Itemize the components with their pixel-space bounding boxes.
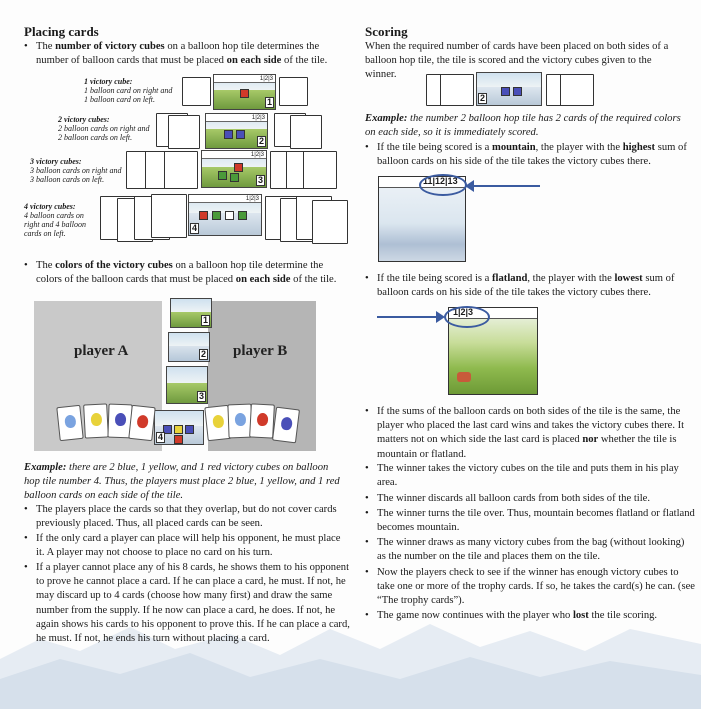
white-cube — [225, 211, 234, 220]
balloon-card-yellow — [83, 403, 109, 438]
bullet-cannot-place: • If a player cannot place any of his 8 cards, he shows them to his opponent to prove he cannot place a card. If he can place a card, he must. If not, he may discard up to 4 cards (choose how many first) and draw the same number from the supply. If he now can place a card, he does. If not, he again shows his cards to his opponent to prove this. If he can place a card, he must. If not, he ends his turn without placing a card. — [24, 561, 350, 646]
text: sum of balloon cards on his side of the tile takes the victory cubes there. — [377, 142, 687, 168]
yellow-cube — [174, 425, 183, 434]
player-a-label: player A — [74, 343, 129, 359]
tile-scale: 1|2|3 — [206, 114, 267, 122]
bullet-only-card: • If the only card a player can place will help his opponent, he must place it. A player may not choose to place no card on his turn. — [24, 532, 350, 560]
row-line: 1 balloon card on left. — [84, 95, 156, 104]
blue-cube — [513, 87, 522, 96]
balloon-card-back — [440, 74, 474, 106]
example-right — [365, 112, 683, 140]
mountain-tile-scale: 11|12|13 — [423, 176, 458, 186]
text: The game now continues with the player who — [377, 610, 573, 621]
text-bold: on each side — [235, 274, 291, 286]
text: of the tile. — [290, 274, 337, 286]
tile-number: 4 — [192, 223, 198, 233]
row-line: 3 balloon cards on right and — [30, 166, 122, 175]
tile-number: 1 — [266, 97, 272, 107]
balloon-hop-tile-3 — [201, 150, 267, 188]
row-title: 4 victory cubes: — [24, 202, 76, 211]
balloon-card-red — [128, 405, 155, 441]
balloon-hop-tile-1 — [213, 74, 276, 110]
text-bold: on each side — [226, 55, 282, 67]
text-bold: colors of the victory cubes — [55, 260, 173, 271]
row-line: 3 balloon cards on left. — [30, 175, 105, 184]
stack-tile-1: 1 — [170, 298, 212, 328]
highlight-oval — [444, 306, 490, 328]
text: on a balloon hop tile determines the number of balloon cards that must be placed — [36, 41, 320, 67]
text: If the tile being scored is a — [377, 142, 493, 153]
text: The winner discards all balloon cards from both sides of the tile. — [377, 493, 651, 504]
text: The — [36, 260, 56, 271]
balloon-card-back — [560, 74, 594, 106]
blue-cube — [224, 130, 233, 139]
red-cube — [199, 211, 208, 220]
text: If the tile being scored is a — [377, 273, 493, 284]
text-bold: number of victory cubes — [55, 41, 165, 52]
bullet-trophy-check — [365, 566, 695, 609]
red-cube — [234, 163, 243, 172]
bullet-winner-turns — [365, 507, 695, 535]
example-text: there are 2 blue, 1 yellow, and 1 red victory cubes on balloon hop tile number 4. Thus, the players must place 2 blue, 1 yellow, and 1 red balloon cards on each side of the tile. — [24, 462, 340, 502]
text: The winner turns the tile over. Thus, mountain becomes flatland or flatland becomes mountain. — [377, 508, 695, 534]
balloon-card-blue — [56, 405, 83, 441]
text-bold: flatland — [492, 273, 528, 284]
blue-cube — [185, 425, 194, 434]
player-b-label: player B — [233, 343, 288, 359]
bullet-number-of-cubes — [24, 40, 348, 68]
balloon-card-back — [182, 77, 211, 106]
balloon-card-red — [249, 403, 275, 438]
stack-tile-4: 4 — [154, 410, 204, 445]
row-line: right and 4 balloon — [24, 220, 87, 229]
text: of the tile. — [281, 55, 328, 67]
green-cube — [218, 171, 227, 180]
text: , the player with the — [535, 142, 623, 153]
bullet-winner-discards — [365, 492, 695, 506]
text: on a balloon hop tile determine the colors of the balloon cards that must be placed — [36, 260, 324, 286]
balloon-card-back — [168, 115, 200, 149]
tile-number: 2 — [480, 93, 486, 103]
row-line: 1 balloon card on right and — [84, 86, 173, 95]
text: The winner draws as many victory cubes from the bag (without looking) as the number on the tile and places them on the tile. — [377, 537, 685, 563]
text-bold: nor — [582, 434, 599, 446]
placing-cards-heading: Placing cards — [24, 24, 99, 39]
arrow-line — [470, 185, 540, 187]
balloon-hop-tile-2 — [205, 113, 268, 149]
text: Now the players check to see if the winner has enough victory cubes to take one or more of the trophy cards. If so, he takes the card(s) he can. (see “The trophy cards”). — [377, 567, 695, 607]
example-text: the number 2 balloon hop tile has 2 cards of the required colors on each side, so it is immediately scored. — [365, 113, 681, 139]
bullet-overlap: • The players place the cards so that they overlap, but do not cover cards previously placed. Thus, all placed cards can be seen. — [24, 503, 350, 531]
text: , the player with the — [527, 273, 615, 284]
row2-label — [58, 115, 158, 142]
example-left — [24, 461, 344, 504]
bullet-mountain — [365, 141, 695, 169]
text: sum of balloon cards on his side of the tile takes the victory cubes there. — [377, 273, 675, 299]
highlight-oval — [419, 174, 467, 196]
row-title: 3 victory cubes: — [30, 157, 82, 166]
balloon-card-blue — [272, 407, 300, 444]
green-cube — [230, 173, 239, 182]
text: whether the tile is mountain or flatland. — [377, 434, 677, 460]
row-line: 2 balloon cards on left. — [58, 133, 133, 142]
red-cube — [174, 435, 183, 444]
balloon-card-back — [312, 200, 348, 244]
blue-cube — [501, 87, 510, 96]
row-line: 4 balloon cards on — [24, 211, 84, 220]
balloon-card-back — [290, 115, 322, 149]
bullet-winner-draws — [365, 536, 695, 564]
text-bold: highest — [622, 142, 656, 153]
scoring-intro: When the required number of cards have been placed on both sides of a balloon hop tile, the tile is scored and the victory cubes given to the winner. — [365, 41, 669, 81]
row1-label — [84, 77, 184, 104]
bullet-flatland — [365, 272, 695, 300]
tile-number: 3 — [257, 175, 263, 185]
blue-cube — [236, 130, 245, 139]
scoring-heading: Scoring — [365, 24, 408, 39]
bullet-tie — [365, 405, 695, 462]
balloon-card-back — [151, 194, 187, 238]
text-bold: lowest — [614, 273, 643, 284]
text: The — [36, 41, 56, 52]
flatland-tile-scale: 1|2|3 — [453, 307, 474, 317]
text: The winner takes the victory cubes on the tile and puts them in his play area. — [377, 463, 679, 489]
balloon-card-back — [164, 151, 198, 189]
bullet-colors-of-cubes — [24, 259, 348, 287]
bullet-winner-takes — [365, 462, 695, 490]
stack-tile-3: 3 — [166, 366, 208, 404]
text-bold: lost — [572, 610, 589, 621]
example-label: Example: — [365, 113, 408, 124]
scoring-example-tile-2 — [476, 72, 542, 106]
text: If the sums of the balloon cards on both sides of the tile is the same, the player who placed the last card wins and takes the victory cubes there. It matters not on which side the last card is placed — [377, 406, 685, 446]
balloon-card-back — [303, 151, 337, 189]
row-line: cards on left. — [24, 229, 66, 238]
red-cube — [240, 89, 249, 98]
arrow-left-icon — [465, 180, 474, 192]
row-title: 2 victory cubes: — [58, 115, 110, 124]
example-label: Example: — [24, 462, 67, 473]
row-line: 2 balloon cards on right and — [58, 124, 150, 133]
arrow-line — [377, 316, 439, 318]
tile-scale: 1|2|3 — [189, 195, 261, 203]
row3-label — [30, 157, 130, 184]
green-cube — [238, 211, 247, 220]
row4-label — [24, 202, 104, 238]
row-title: 1 victory cube: — [84, 77, 133, 86]
balloon-card-back — [279, 77, 308, 106]
text-bold: mountain — [492, 142, 536, 153]
text: the tile scoring. — [588, 610, 658, 621]
tile-number: 2 — [258, 136, 264, 146]
stack-tile-2: 2 — [168, 332, 210, 362]
balloon-hop-tile-4 — [188, 194, 262, 236]
tile-scale: 1|2|3 — [214, 75, 275, 83]
green-cube — [212, 211, 221, 220]
tile-scale: 1|2|3 — [202, 151, 266, 159]
bullet-game-continues — [365, 609, 695, 623]
house-icon — [457, 372, 471, 382]
